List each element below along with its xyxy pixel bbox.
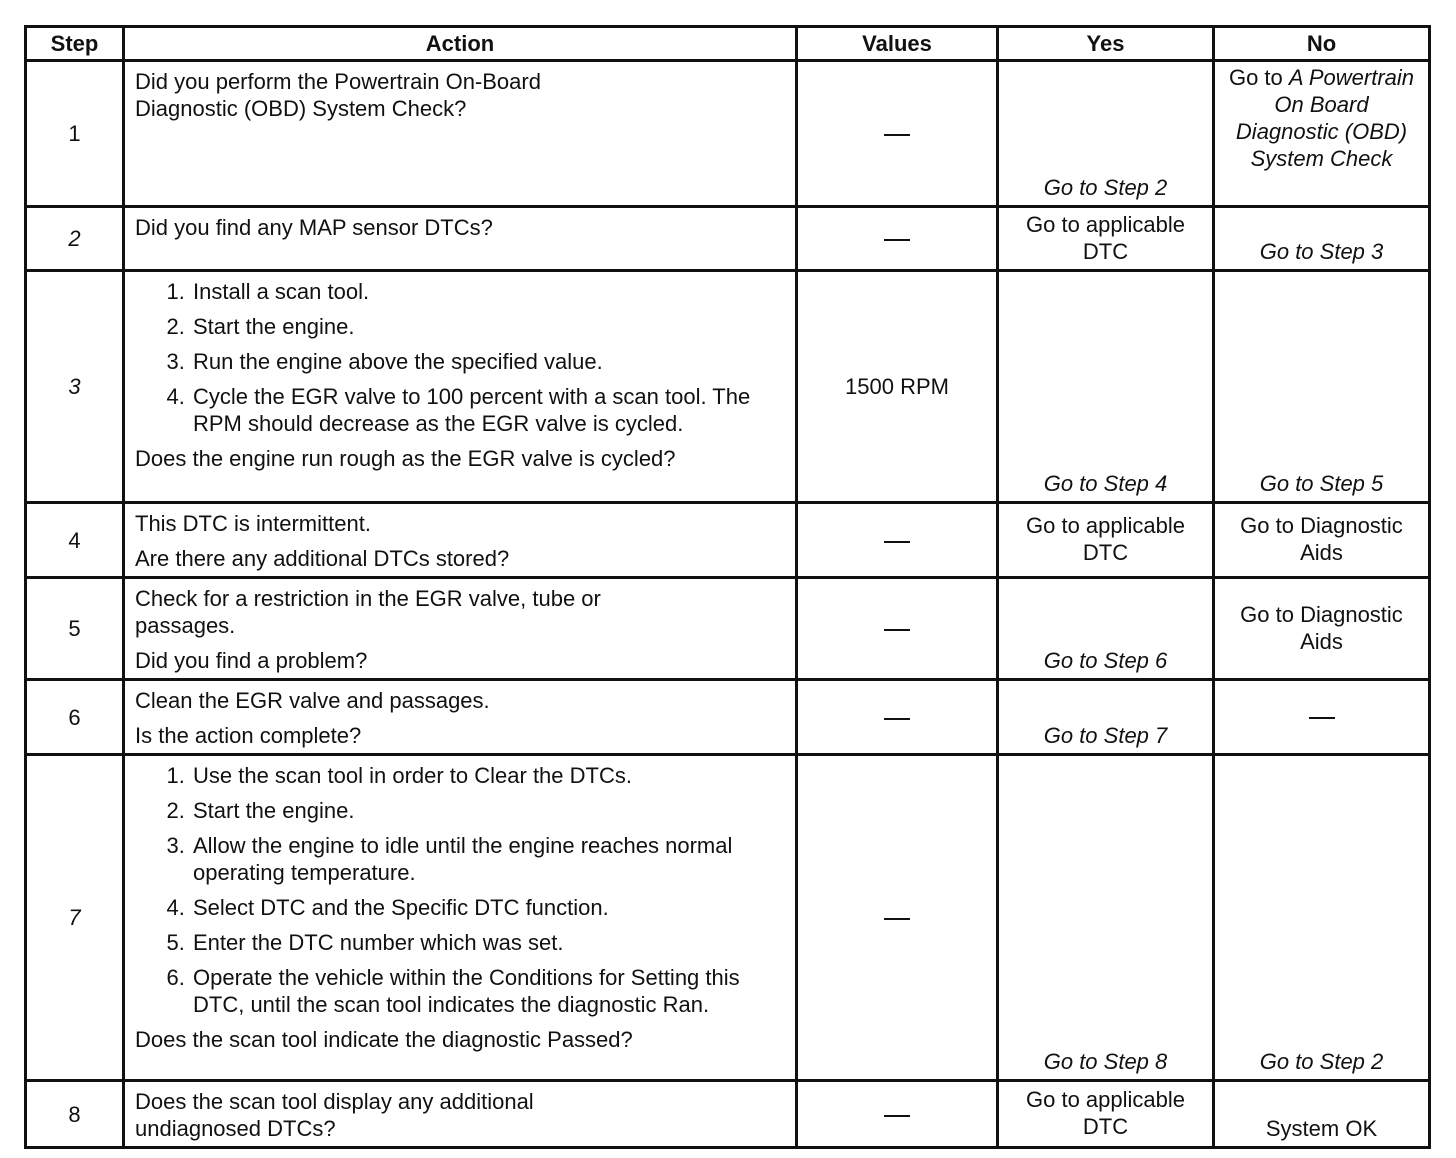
- action-text: [124, 1081, 797, 1148]
- dash: [884, 1115, 910, 1117]
- action-question: Does the engine run rough as the EGR valve is cycled?: [135, 446, 676, 471]
- list-item: 4. Select DTC and the Specific DTC function.: [191, 894, 787, 921]
- table-row: [26, 271, 1430, 503]
- yes-cell: Go to Step 8: [998, 755, 1214, 1081]
- action-text: [124, 61, 797, 207]
- table-row: [26, 61, 1430, 207]
- value-cell: [797, 755, 998, 1081]
- action-question: Are there any additional DTCs stored?: [135, 546, 510, 571]
- no-cell: Go to Step 5: [1214, 271, 1430, 503]
- action-question: Does the scan tool display any additional undiagnosed DTCs?: [135, 1089, 534, 1141]
- no-prefix: Go to: [1228, 65, 1289, 90]
- step-number: 7: [26, 755, 124, 1081]
- header-row: [26, 27, 1430, 61]
- dash: [884, 718, 910, 720]
- header-no: No: [1214, 27, 1430, 61]
- table-row: [26, 755, 1430, 1081]
- action-statement: Check for a restriction in the EGR valve, tube or passages.: [135, 586, 601, 638]
- action-question: Is the action complete?: [135, 723, 362, 748]
- dash: [884, 134, 910, 136]
- list-item: 4. Cycle the EGR valve to 100 percent with a scan tool. The RPM should decrease as the EGR valve is cycled.: [191, 383, 787, 437]
- yes-cell: Go to Step 6: [998, 578, 1214, 680]
- action-question: Did you perform the Powertrain On-Board Diagnostic (OBD) System Check?: [135, 69, 541, 121]
- step-number: 1: [26, 61, 124, 207]
- step-number: 3: [26, 271, 124, 503]
- value-cell: 1500 RPM: [797, 271, 998, 503]
- step-number: 5: [26, 578, 124, 680]
- step-number: 4: [26, 503, 124, 578]
- action-steps-list: [135, 278, 787, 437]
- table-row: [26, 680, 1430, 755]
- no-cell: Go to Diagnostic Aids: [1214, 503, 1430, 578]
- list-item: 1. Install a scan tool.: [191, 278, 787, 305]
- header-yes: Yes: [998, 27, 1214, 61]
- list-item: 5. Enter the DTC number which was set.: [191, 929, 787, 956]
- list-item: 2. Start the engine.: [191, 313, 787, 340]
- action-question: Did you find a problem?: [135, 648, 368, 673]
- yes-cell: Go to applicable DTC: [998, 207, 1214, 271]
- no-cell: Go to Diagnostic Aids: [1214, 578, 1430, 680]
- dash: [884, 239, 910, 241]
- action-text: Did you find any MAP sensor DTCs?: [124, 207, 797, 271]
- yes-cell: Go to applicable DTC: [998, 503, 1214, 578]
- dash: [1309, 717, 1335, 719]
- list-item: 2. Start the engine.: [191, 797, 787, 824]
- no-cell: Go to Step 3: [1214, 207, 1430, 271]
- dash: [884, 541, 910, 543]
- action-text: [124, 578, 797, 680]
- action-steps-list: [135, 762, 787, 1018]
- step-number: 6: [26, 680, 124, 755]
- yes-cell: Go to Step 4: [998, 271, 1214, 503]
- diagnostic-table: [24, 25, 1431, 1149]
- value-cell: [797, 207, 998, 271]
- yes-cell: Go to applicable DTC: [998, 1081, 1214, 1148]
- list-item: 1. Use the scan tool in order to Clear the DTCs.: [191, 762, 787, 789]
- action-text: [124, 755, 797, 1081]
- action-question: Does the scan tool indicate the diagnostic Passed?: [135, 1027, 633, 1052]
- no-cell: Go to Step 2: [1214, 755, 1430, 1081]
- list-item: 6. Operate the vehicle within the Conditions for Setting this DTC, until the scan tool indicates the diagnostic Ran.: [191, 964, 787, 1018]
- no-cell: System OK: [1214, 1081, 1430, 1148]
- action-statement: This DTC is intermittent.: [135, 511, 371, 536]
- table-row: [26, 578, 1430, 680]
- header-values: Values: [797, 27, 998, 61]
- yes-cell: Go to Step 2: [998, 61, 1214, 207]
- no-italic-ref: A Powertrain On Board Diagnostic (OBD) System Check: [1235, 65, 1415, 171]
- no-cell: [1214, 61, 1430, 207]
- no-cell: [1214, 680, 1430, 755]
- yes-cell: Go to Step 7: [998, 680, 1214, 755]
- step-number: 2: [26, 207, 124, 271]
- dash: [884, 629, 910, 631]
- value-cell: [797, 1081, 998, 1148]
- value-cell: [797, 61, 998, 207]
- table-row: [26, 1081, 1430, 1148]
- action-text: [124, 680, 797, 755]
- action-text: [124, 271, 797, 503]
- list-item: 3. Allow the engine to idle until the engine reaches normal operating temperature.: [191, 832, 787, 886]
- value-cell: [797, 680, 998, 755]
- header-action: Action: [124, 27, 797, 61]
- action-statement: Clean the EGR valve and passages.: [135, 688, 490, 713]
- value-cell: [797, 503, 998, 578]
- dash: [884, 918, 910, 920]
- header-step: Step: [26, 27, 124, 61]
- table-row: [26, 503, 1430, 578]
- list-item: 3. Run the engine above the specified value.: [191, 348, 787, 375]
- value-cell: [797, 578, 998, 680]
- table-row: [26, 207, 1430, 271]
- action-text: [124, 503, 797, 578]
- step-number: 8: [26, 1081, 124, 1148]
